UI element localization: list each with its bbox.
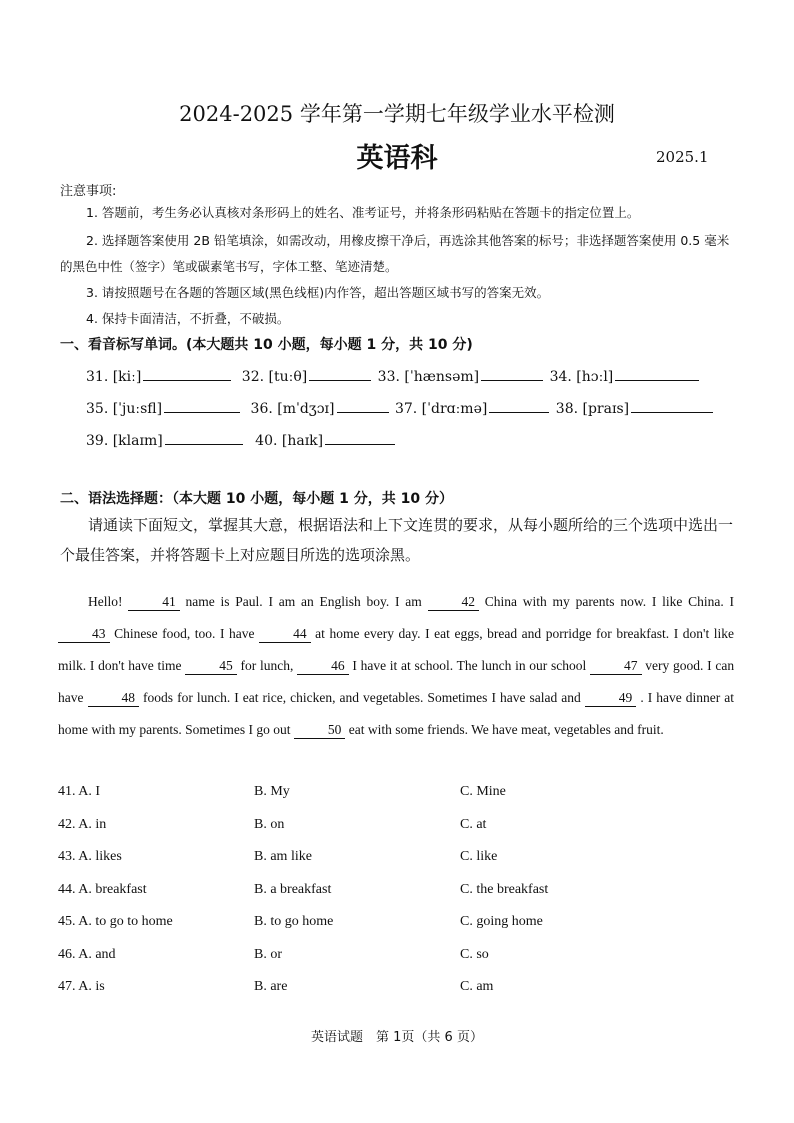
passage-text: I have it at school. The lunch in our school — [352, 658, 587, 673]
phonetic-item: 37. [ˈdrɑːmə] — [395, 398, 551, 417]
passage-text: Chinese food, too. I have — [114, 626, 255, 641]
answer-blank[interactable] — [165, 430, 243, 445]
passage-text: at home every day. I eat eggs, bread and porridge for breakfast. I don't like milk. I don't have time — [58, 626, 735, 673]
option-a[interactable]: 41. A. I — [58, 784, 100, 799]
answer-blank[interactable] — [325, 430, 395, 445]
phonetic-row — [86, 430, 397, 449]
gap-blank[interactable]: 41 — [128, 594, 180, 611]
passage-text: China with my parents now. I like China. I — [484, 594, 734, 609]
phonetic-row — [86, 366, 701, 385]
section-2-title: 二、语法选择题：（本大题 10 小题，每小题 1 分，共 10 分） — [60, 491, 453, 507]
option-c[interactable]: C. am — [460, 979, 494, 994]
passage-text: eat with some friends. We have meat, vegetables and fruit. — [348, 722, 664, 737]
option-b[interactable]: B. or — [254, 946, 282, 962]
exam-title: 2024-2025 学年第一学期七年级学业水平检测 — [179, 102, 615, 126]
phonetic-item: 31. [kiː] — [86, 366, 233, 385]
notes-heading: 注意事项: — [60, 184, 117, 199]
note-item: 4. 保持卡面清洁，不折叠，不破损。 — [86, 311, 290, 326]
passage-text: foods for lunch. I eat rice, chicken, and vegetables. Sometimes I have salad and — [143, 690, 581, 705]
phonetic-item: 39. [klaɪm] — [86, 430, 245, 449]
gap-blank[interactable]: 44 — [259, 626, 311, 643]
option-b[interactable]: B. My — [254, 784, 290, 799]
answer-blank[interactable] — [164, 398, 240, 413]
option-b[interactable]: B. am like — [254, 849, 312, 864]
option-c[interactable]: C. so — [460, 946, 489, 962]
option-a[interactable]: 43. A. likes — [58, 849, 122, 864]
gap-blank[interactable]: 47 — [590, 658, 642, 675]
gap-blank[interactable]: 43 — [58, 626, 110, 643]
answer-blank[interactable] — [481, 366, 543, 381]
section-2-instruction: 请通读下面短文，掌握其大意，根据语法和上下文连贯的要求，从每小题所给的三个选项中选出一个最佳答案，并将答题卡上对应题目所选的选项涂黑。 — [60, 516, 734, 564]
page-footer: 英语试题 第 1页（共 6 页） — [311, 1030, 483, 1045]
gap-blank[interactable]: 46 — [297, 658, 349, 675]
phonetic-item: 35. [ˈjuːsfl] — [86, 398, 242, 417]
gap-blank[interactable]: 48 — [88, 690, 140, 707]
section-1-title: 一、看音标写单词。(本大题共 10 小题，每小题 1 分，共 10 分) — [60, 337, 473, 353]
option-c[interactable]: C. Mine — [460, 784, 506, 799]
passage-text: name is Paul. I am an English boy. I am — [185, 594, 422, 609]
option-b[interactable]: B. to go home — [254, 914, 334, 929]
option-c[interactable]: C. at — [460, 816, 487, 832]
note-item: 1. 答题前，考生务必认真核对条形码上的姓名、准考证号，并将条形码粘贴在答题卡的指定位置上。 — [86, 205, 640, 220]
note-item: 3. 请按照题号在各题的答题区域(黑色线框)内作答，超出答题区域书写的答案无效。 — [86, 285, 550, 300]
answer-blank[interactable] — [337, 398, 389, 413]
passage-text: for lunch, — [240, 658, 294, 673]
option-b[interactable]: B. are — [254, 979, 288, 994]
phonetic-item: 36. [mˈdʒɔɪ] — [251, 398, 391, 417]
option-a[interactable]: 46. A. and — [58, 946, 116, 962]
option-c[interactable]: C. going home — [460, 914, 543, 929]
answer-blank[interactable] — [631, 398, 713, 413]
note-item: 2. 选择题答案使用 2B 铅笔填涂，如需改动，用橡皮擦干净后，再选涂其他答案的标号；非选择题答案使用 0.5 毫米的黑色中性（签字）笔或碳素笔书写，字体工整、笔迹清楚。 — [60, 233, 730, 274]
option-a[interactable]: 44. A. breakfast — [58, 881, 147, 897]
phonetic-item: 40. [haɪk] — [255, 430, 397, 449]
phonetic-item: 32. [tuːθ] — [242, 366, 373, 385]
phonetic-row — [86, 398, 715, 417]
passage-text: very good. I can have — [58, 658, 735, 705]
passage-text: Hello! — [88, 594, 123, 609]
answer-blank[interactable] — [489, 398, 549, 413]
passage-text: . I have dinner at home with my parents. Sometimes I go out — [58, 690, 735, 737]
option-a[interactable]: 47. A. is — [58, 979, 105, 994]
gap-blank[interactable]: 50 — [294, 722, 346, 739]
option-c[interactable]: C. like — [460, 849, 498, 864]
option-c[interactable]: C. the breakfast — [460, 881, 549, 897]
option-a[interactable]: 45. A. to go to home — [58, 914, 173, 929]
reading-passage — [58, 586, 734, 746]
option-b[interactable]: B. a breakfast — [254, 881, 332, 897]
phonetic-item: 34. [hɔːl] — [550, 366, 702, 385]
phonetic-item: 38. [praɪs] — [556, 398, 715, 417]
exam-date: 2025.1 — [656, 148, 709, 166]
option-a[interactable]: 42. A. in — [58, 816, 107, 832]
option-b[interactable]: B. on — [254, 816, 285, 832]
answer-blank[interactable] — [143, 366, 231, 381]
answer-blank[interactable] — [615, 366, 699, 381]
gap-blank[interactable]: 45 — [185, 658, 237, 675]
gap-blank[interactable]: 49 — [585, 690, 637, 707]
subject-title: 英语科 — [356, 143, 438, 174]
gap-blank[interactable]: 42 — [428, 594, 480, 611]
answer-blank[interactable] — [309, 366, 371, 381]
phonetic-item: 33. [ˈhænsəm] — [378, 366, 545, 385]
